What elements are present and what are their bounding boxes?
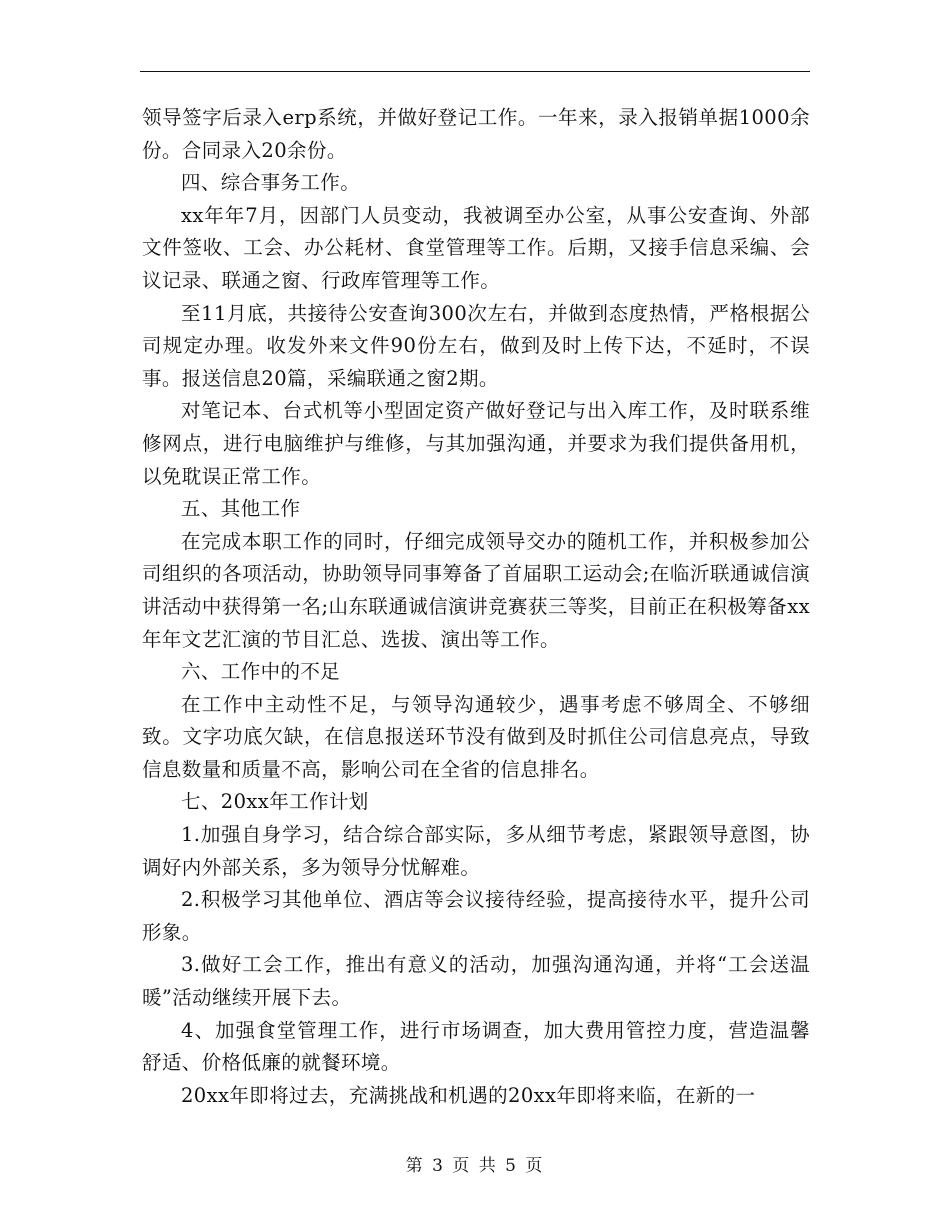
paragraph-3: 至11月底，共接待公安查询300次左右，并做到态度热情，严格根据公司规定办理。收发外来文件90份左右，做到及时上传下达，不延时，不误事。报送信息20篇，采编联通之窗2期。 [142,301,810,390]
document-body [142,102,810,1112]
plan-item-4: 4、加强食堂管理工作，进行市场调查，加大费用管控力度，营造温馨舒适、价格低廉的就餐环境。 [142,1018,810,1075]
section-heading-7: 七、20xx年工作计划 [181,790,369,814]
section-heading-4: 四、综合事务工作。 [181,171,361,195]
plan-item-1: 1.加强自身学习，结合综合部实际，多从细节考虑，紧跟领导意图，协调好内外部关系，多为领导分忧解难。 [142,823,810,879]
page-number: 第 3 页 共 5 页 [405,1156,545,1176]
header-rule [140,71,810,72]
paragraph-8: 在工作中主动性不足，与领导沟通较少，遇事考虑不够周全、不够细致。文字功底欠缺，在信息报送环节没有做到及时抓住公司信息亮点，导致信息数量和质量不高，影响公司在全省的信息排名。 [142,692,810,781]
paragraph-0: 领导签字后录入erp系统，并做好登记工作。一年来，录入报销单据1000余份。合同录入20余份。 [142,106,810,162]
plan-item-3: 3.做好工会工作，推出有意义的活动，加强沟通沟通，并将“工会送温暖”活动继续开展下去。 [142,953,810,1010]
plan-item-2: 2.积极学习其他单位、酒店等会议接待经验，提高接待水平，提升公司形象。 [142,888,810,944]
paragraph-4: 对笔记本、台式机等小型固定资产做好登记与出入库工作，及时联系维修网点，进行电脑维护与维修，与其加强沟通，并要求为我们提供备用机，以免耽误正常工作。 [142,399,810,488]
paragraph-6: 在完成本职工作的同时，仔细完成领导交办的随机工作，并积极参加公司组织的各项活动，协助领导同事筹备了首届职工运动会;在临沂联通诚信演讲活动中获得第一名;山东联通诚信演讲竞赛获三等奖，目前正在积极筹备xx年年文艺汇演的节目汇总、选拔、演出等工作。 [142,529,810,651]
section-heading-6: 六、工作中的不足 [181,660,341,684]
paragraph-closing: 20xx年即将过去，充满挑战和机遇的20xx年即将来临，在新的一 [181,1083,756,1107]
paragraph-2: xx年年7月，因部门人员变动，我被调至办公室，从事公安查询、外部文件签收、工会、办公耗材、食堂管理等工作。后期，又接手信息采编、会议记录、联通之窗、行政库管理等工作。 [142,203,810,292]
section-heading-5: 五、其他工作 [181,497,301,521]
